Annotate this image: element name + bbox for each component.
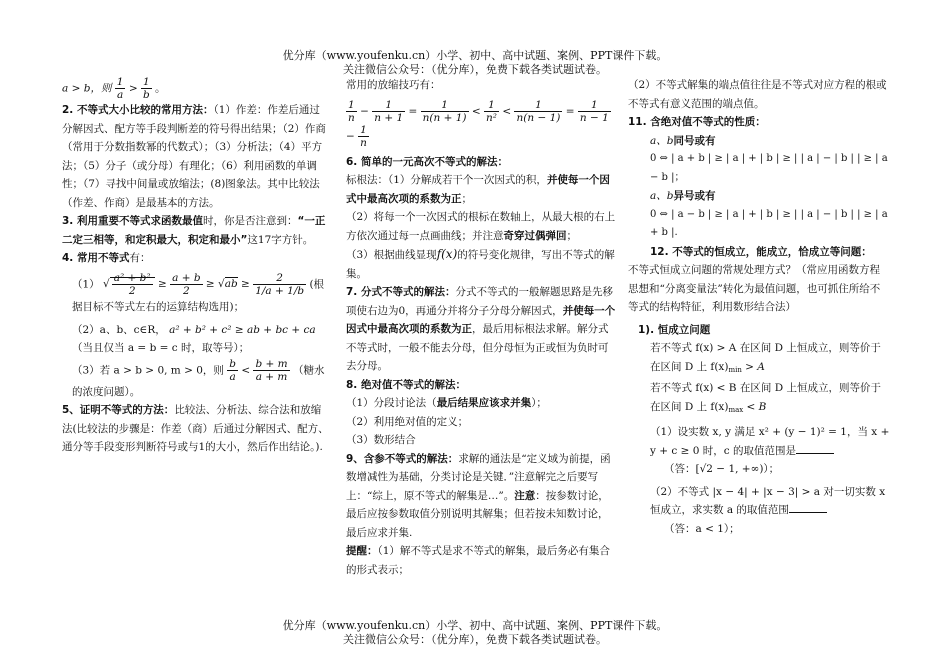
- case-min-tail: > A: [741, 360, 765, 373]
- step-3-text: （3）根据曲线显现: [346, 249, 437, 261]
- section-7-heading: 7. 分式不等式的解法：: [346, 286, 456, 298]
- section-12-heading: [628, 243, 890, 262]
- section-11-title: 11. 含绝对值不等式的性质：: [628, 116, 766, 128]
- same-sign-vars: a、b: [650, 134, 674, 147]
- section-3-heading: 3. 利用重要不等式求函数最值: [62, 215, 203, 227]
- case-min: [628, 339, 890, 379]
- section-8-heading: [346, 376, 618, 395]
- section-2-heading: 2. 不等式大小比较的常用方法：: [62, 104, 214, 116]
- page-header: [0, 49, 950, 77]
- case-max: [628, 379, 890, 419]
- item-2-formula: a² + b² + c² ≥ ab + bc + ca: [169, 323, 316, 336]
- section-2-text: （1）作差：作差后通过分解因式、配方等手段判断差的符号得出结果；（2）作商（常用于分数指数幂的代数式）；（3）分析法；（4）平方法；（5）分子（或分母）有理化；（6）利用函数的单调性；（7）寻找中间量或放缩法；(8)图象法。其中比较法（作差、作商）是最基本的方法。: [62, 104, 326, 209]
- column-1: [62, 76, 330, 457]
- question-2-text: （2）不等式 |x − 4| + |x − 3| > a 对一切实数 x 恒成立，求实数 a 的取值范围: [650, 485, 886, 516]
- step-2-end: ；: [566, 229, 577, 242]
- section-12-title: 12. 不等式的恒成立，能成立，恰成立等问题：: [650, 245, 872, 258]
- question-1: [628, 423, 890, 460]
- section-6-heading: [346, 153, 618, 172]
- item-1-suffix: ）；: [531, 397, 547, 409]
- reciprocal-line: [62, 76, 330, 101]
- inequality-item-3: （3）若 a > b > 0, m > 0，则 $\frac{b}{a}$ < $\frac{b + m}{a + m}$ （糖水的浓度问题）。: [72, 357, 325, 398]
- fraction-1-over-a: $\frac{1}{a}$: [116, 76, 124, 101]
- inequality-item-1: [62, 272, 330, 317]
- section-5-text: 比较法、分析法、综合法和放缩法(比较法的步骤是：作差（商）后通过分解因式、配方、通分等手段变形判断符号或与1的大小，然后作出结论。).: [62, 404, 329, 453]
- diff-sign-vars: a、b: [650, 190, 674, 202]
- min-subscript: min: [728, 365, 742, 374]
- fraction-b-plus-m-over-a-plus-m: $\frac{b + m}{a + m}$: [255, 357, 288, 383]
- section-2: [62, 101, 330, 212]
- section-9: [346, 450, 618, 543]
- footer-line-1: 优分库（www.youfenku.cn）小学、初中、高中试题、案例、PPT课件下载。: [282, 619, 668, 632]
- question-2-answer: （答：a < 1）；: [664, 522, 740, 535]
- section-4-heading-line: [62, 249, 330, 268]
- section-9-heading: 9、含参不等式的解法：: [346, 452, 459, 465]
- item-1-note: (根据目标不等式左右的运算结构选用)；: [72, 278, 325, 313]
- same-sign-formula: 0 ⇔ | a + b | ≥ | a | + | b | ≥ | | a | − | b | | ≥ | a − b |；: [650, 153, 888, 183]
- answer-blank: [789, 502, 827, 513]
- reminder-label: 提醒：: [346, 545, 378, 557]
- section-8-item-2: （2）利用绝对值的定义；: [346, 415, 469, 428]
- fraction-1-over-b: $\frac{1}{b}$: [142, 76, 150, 101]
- question-1-answer: （答：[√2 − 1, +∞)）；: [664, 463, 780, 475]
- column-2: [346, 76, 618, 579]
- section-5-heading: 5、证明不等式的方法：: [62, 404, 175, 416]
- page-footer: [0, 619, 950, 647]
- section-12-text: 不等式恒成立问题的常规处理方式？（常应用函数方程思想和“分离变量法”转化为最值问题，也可抓住所给不等式的结构特征，利用数形结合法）: [628, 264, 881, 313]
- step-3-fx: f(x): [436, 247, 458, 261]
- header-line-2: 关注微信公众号：（优分库），免费下载各类试题试卷。: [343, 63, 607, 76]
- section-9-note-label: 注意: [514, 489, 536, 502]
- case-min-text: 若不等式 f(x) > A 在区间 D 上恒成立，则等价于在区间 D 上 f(x): [650, 342, 881, 373]
- step-1-end: ；: [461, 192, 472, 205]
- section-7-text: 分式不等式的一般解题思路是先移项使右边为0，再通分并将分子分母分解因式，: [346, 286, 613, 317]
- item-1-prefix: （1）分段讨论法（: [346, 397, 437, 409]
- question-1-text: （1）设实数 x, y 满足 x² + (y − 1)² = 1，当 x + y + c ≥ 0 时，c 的取值范围是: [650, 426, 890, 457]
- section-4-heading: 4. 常用不等式: [62, 252, 130, 264]
- always-holds-title: 1). 恒成立问题: [638, 323, 711, 336]
- section-6-step-2: [346, 208, 618, 245]
- same-sign-label: [628, 132, 890, 151]
- section-6-step-1: [346, 171, 618, 208]
- section-7: [346, 283, 618, 376]
- section-7-tail: ，最后用标根法求解。解分式不等式时，一般不能去分母，但分母恒为正或恒为负时可去分母。: [346, 323, 609, 372]
- section-3-motto: “一正二定三相等，和定积最大，积定和最小”: [62, 215, 326, 246]
- case-max-tail: < B: [743, 400, 767, 413]
- section-6-step-3: [346, 245, 618, 283]
- section-6-title: 6. 简单的一元高次不等式的解法：: [346, 155, 508, 168]
- section-8-title: 8. 绝对值不等式的解法：: [346, 378, 466, 391]
- item-2-equality-note: （当且仅当 a = b = c 时，取等号）；: [72, 342, 250, 354]
- section-5: [62, 401, 330, 457]
- item-1-emphasis: 最后结果应该求并集: [436, 397, 532, 409]
- reciprocal-text: a > b，则: [62, 82, 115, 95]
- item-3-text: （3）若 a > b > 0, m > 0，则: [72, 364, 224, 376]
- endpoint-note: （2）不等式解集的端点值往往是不等式对应方程的根或不等式有意义范围的端点值。: [628, 79, 887, 110]
- scaling-intro: 常用的放缩技巧有：: [346, 79, 441, 91]
- header-line-1: 优分库（www.youfenku.cn）小学、初中、高中试题、案例、PPT课件下载。: [282, 49, 668, 62]
- column-3: [628, 76, 890, 538]
- always-holds-heading: [628, 321, 890, 340]
- item-2-text: （2）a、b、c∈R，: [72, 323, 166, 336]
- reminder-text: （1）解不等式是求不等式的解集，最后务必有集合的形式表示；: [346, 545, 610, 576]
- section-4-tail: 有：: [129, 252, 151, 264]
- inequality-item-2: [62, 321, 330, 340]
- answer-blank: [796, 443, 834, 454]
- same-sign-text: 同号或有: [673, 134, 716, 147]
- step-2-text: （2）将每一个一次因式的根标在数轴上，从最大根的右上方依次通过每一点画曲线；并注意: [346, 211, 616, 242]
- question-2: [628, 483, 890, 520]
- footer-line-2: 关注微信公众号：（优分库），免费下载各类试题试卷。: [343, 633, 607, 646]
- section-11-heading: [628, 113, 890, 132]
- gt-sign: >: [128, 82, 141, 95]
- case-max-text: 若不等式 f(x) < B 在区间 D 上恒成立，则等价于在区间 D 上 f(x): [650, 382, 881, 413]
- section-3-text: 时，你是否注意到：: [202, 215, 298, 227]
- section-8-item-3: （3）数形结合: [346, 434, 416, 446]
- diff-sign-label: [628, 187, 890, 206]
- step-1-emphasis: 并使每一个因式中最高次项的系数为正: [346, 174, 610, 205]
- diff-sign-text: 异号或有: [673, 190, 716, 202]
- item-1-number: （1）: [72, 278, 100, 290]
- section-3: [62, 212, 330, 249]
- step-1-text: 标根法：（1）分解成若干个一次因式的积，: [346, 174, 547, 186]
- step-3-tail: 的符号变化规律，写出不等式的解集。: [346, 249, 615, 280]
- step-2-emphasis: 奇穿过偶弹回: [503, 229, 567, 242]
- diff-sign-formula: 0 ⇔ | a − b | ≥ | a | + | b | ≥ | | a | − | b | | ≥ | a + b |.: [650, 208, 888, 238]
- max-subscript: max: [728, 405, 744, 414]
- item-3-note: （糖水的浓度问题）。: [72, 364, 325, 398]
- section-7-emphasis: 并使每一个因式中最高次项的系数为正: [346, 304, 616, 335]
- section-8-item-1: [346, 394, 618, 413]
- mean-inequality-chain: √ $\frac{\text{a² + b²}}{2}$ ≥ $\frac{a + b}{2}$ ≥ √ab ≥ $\frac{2}{1/a + 1/b}$: [103, 271, 305, 297]
- section-9-reminder: [346, 542, 618, 579]
- section-9-note: ：按参数讨论，最后应按参数取值分别说明其解集；但若按未知数讨论，最后应求并集.: [346, 489, 609, 539]
- section-3-tail: 这17字方针。: [247, 233, 314, 246]
- fraction-b-over-a: $\frac{b}{a}$: [229, 357, 236, 383]
- section-9-text: 求解的通法是“定义域为前提，函数增减性为基础，分类讨论是关键．”注意解完之后要写上：“综上，原不等式的解集是…”。: [346, 452, 611, 502]
- period: 。: [155, 82, 166, 95]
- scaling-formula: $\frac{1}{n}$ − $\frac{1}{n + 1}$ = $\frac{1}{n(n + 1)}$ < $\frac{1}{\text{n²}}$ < $\frac{1}{n(n - 1)}$ = $\frac{1}{n - 1}$ − $\frac{1}{n}$: [346, 98, 609, 149]
